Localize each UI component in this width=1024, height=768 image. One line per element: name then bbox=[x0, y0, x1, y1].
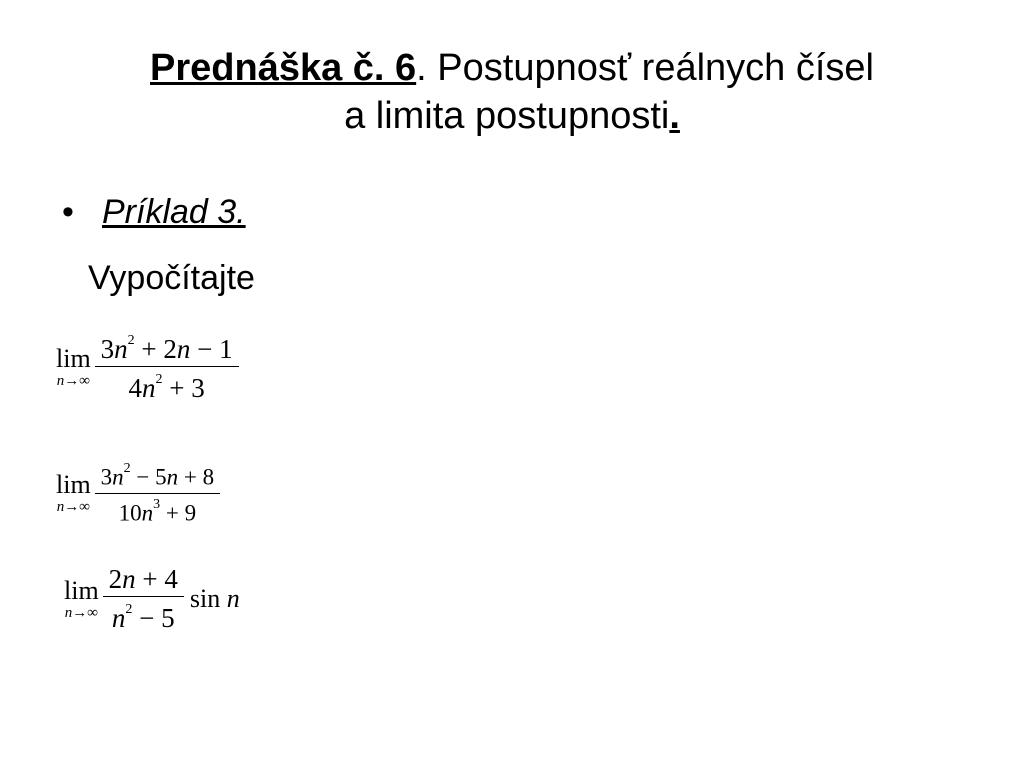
sine-factor: sin n bbox=[189, 583, 240, 613]
slide-title bbox=[0, 44, 1024, 140]
title-line-2 bbox=[0, 92, 1024, 140]
lim-subscript: n→∞ bbox=[56, 499, 90, 516]
lim-word: lim bbox=[56, 470, 91, 500]
fraction bbox=[95, 328, 239, 405]
bullet-icon: • bbox=[62, 193, 74, 231]
numerator: $3n^2 - 5n + 8$ bbox=[100, 461, 215, 490]
numerator: 2n + 4 bbox=[108, 564, 178, 594]
title-topic-continued: a limita postupnosti bbox=[344, 95, 670, 137]
limit-formula-1 bbox=[56, 328, 239, 405]
bullet-item bbox=[62, 190, 246, 234]
limit-operator bbox=[64, 577, 99, 621]
numerator: $3n^2 + 2n - 1$ bbox=[100, 333, 233, 364]
lim-subscript: n→∞ bbox=[56, 372, 90, 389]
lim-subscript: n→∞ bbox=[64, 604, 98, 621]
denominator: $n^2 - 5$ bbox=[111, 602, 175, 633]
lim-word: lim bbox=[56, 343, 91, 373]
title-line-1 bbox=[0, 44, 1024, 92]
title-topic: . Postupnosť reálnych čísel bbox=[416, 47, 874, 89]
title-final-dot: . bbox=[669, 95, 680, 137]
limit-formula-2 bbox=[56, 458, 220, 528]
instruction-text: Vypočítajte bbox=[88, 259, 255, 297]
title-lecture-number: Prednáška č. 6 bbox=[150, 47, 417, 89]
denominator: $10n^3 + 9$ bbox=[118, 496, 197, 526]
denominator: $4n^2 + 3$ bbox=[128, 372, 205, 403]
limit-formula-3 bbox=[64, 562, 240, 635]
fraction bbox=[103, 562, 184, 635]
limit-operator bbox=[56, 471, 91, 515]
lim-word: lim bbox=[64, 575, 99, 605]
example-label: Príklad 3. bbox=[102, 193, 246, 231]
limit-operator bbox=[56, 345, 91, 389]
fraction bbox=[95, 458, 220, 528]
